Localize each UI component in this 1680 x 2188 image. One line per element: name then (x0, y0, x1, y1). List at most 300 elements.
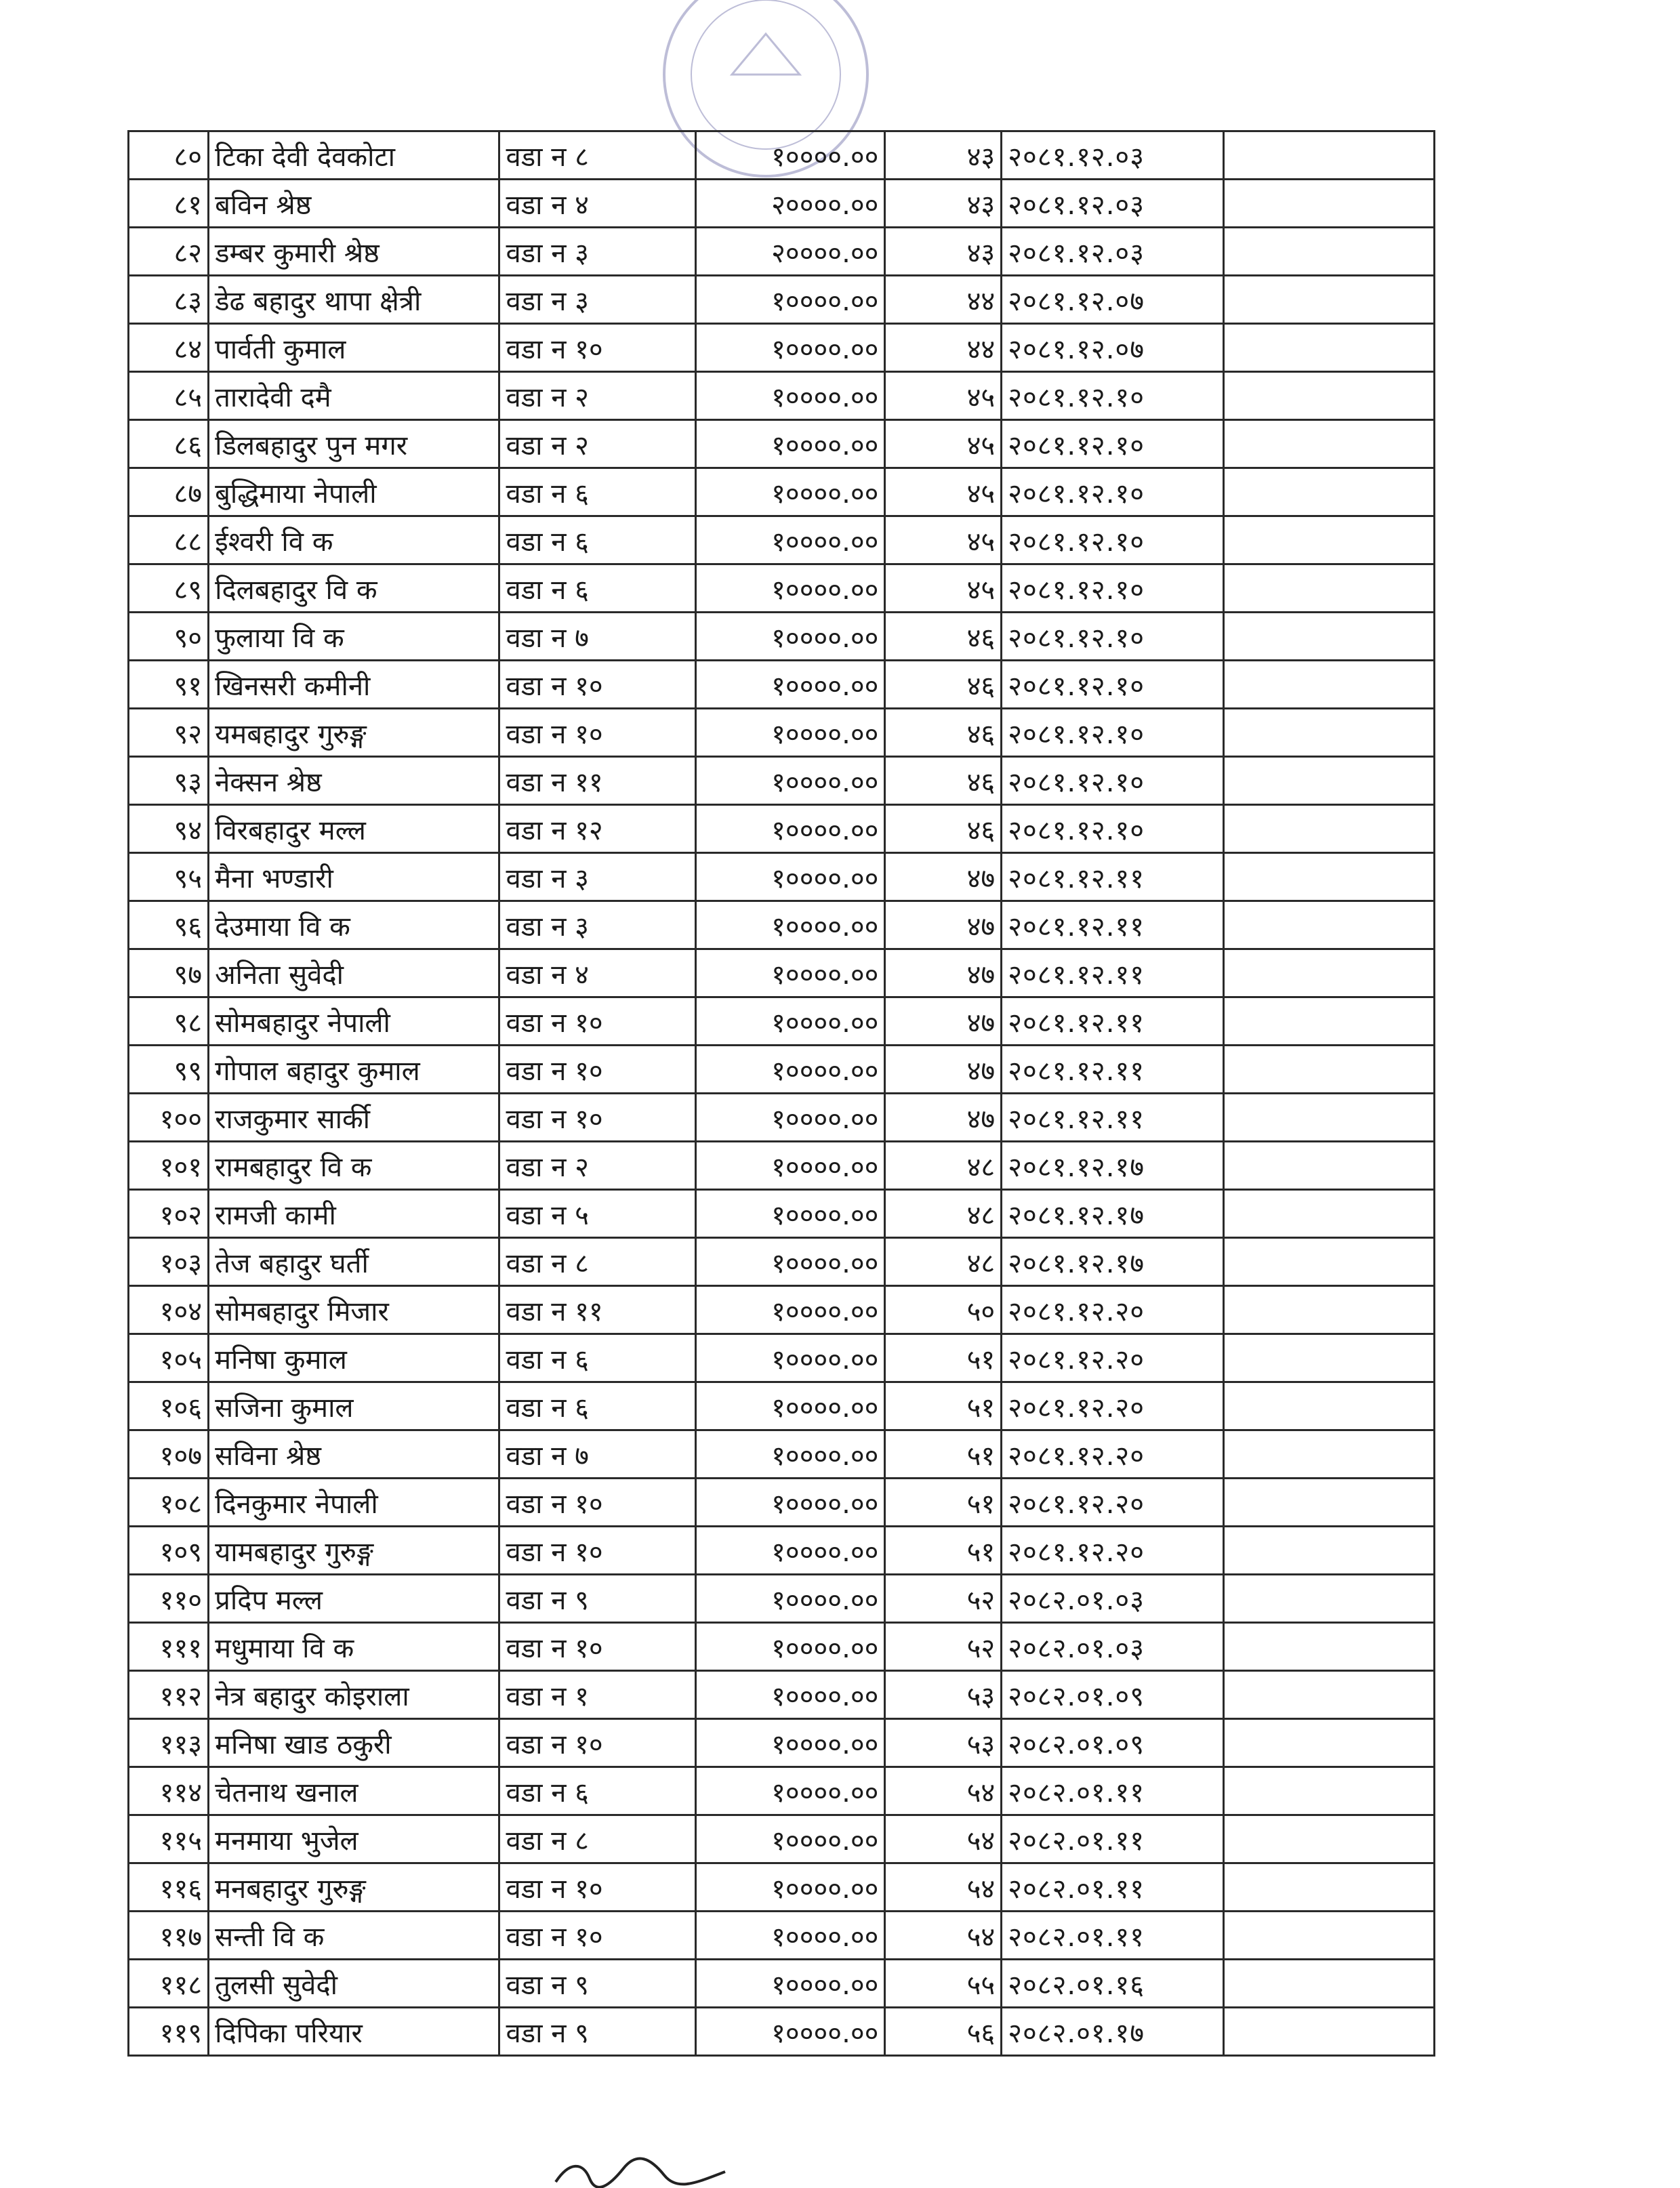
amount-cell: १००००.०० (696, 1575, 885, 1623)
date-cell: २०८१.१२.२० (1002, 1479, 1223, 1527)
signature-cell (1223, 1142, 1434, 1190)
date-cell: २०८१.१२.११ (1002, 1094, 1223, 1142)
ward-cell: वडा न ६ (499, 564, 696, 613)
date-cell: २०८१.१२.२० (1002, 1382, 1223, 1430)
ward-cell: वडा न २ (499, 420, 696, 468)
ward-cell: वडा न ८ (499, 1815, 696, 1863)
name-cell: विरबहादुर मल्ल (209, 805, 499, 853)
date-cell: २०८१.१२.२० (1002, 1430, 1223, 1479)
date-cell: २०८१.१२.१० (1002, 372, 1223, 420)
voucher-cell: ५१ (885, 1430, 1002, 1479)
voucher-cell: ५२ (885, 1575, 1002, 1623)
ward-cell: वडा न ६ (499, 468, 696, 516)
signature-cell (1223, 276, 1434, 324)
name-cell: सजिना कुमाल (209, 1382, 499, 1430)
amount-cell: १००००.०० (696, 1671, 885, 1719)
name-cell: चेतनाथ खनाल (209, 1767, 499, 1815)
serial-cell: १०९ (129, 1527, 209, 1575)
serial-cell: ९४ (129, 805, 209, 853)
date-cell: २०८१.१२.०७ (1002, 276, 1223, 324)
table-row (129, 1430, 1435, 1479)
voucher-cell: ५१ (885, 1382, 1002, 1430)
ward-cell: वडा न ८ (499, 1238, 696, 1286)
voucher-cell: ४५ (885, 468, 1002, 516)
ward-cell: वडा न ३ (499, 901, 696, 949)
signature-cell (1223, 661, 1434, 709)
date-cell: २०८२.०१.११ (1002, 1863, 1223, 1912)
voucher-cell: ५१ (885, 1527, 1002, 1575)
table-row (129, 1575, 1435, 1623)
table-row (129, 613, 1435, 661)
name-cell: यमबहादुर गुरुङ्ग (209, 709, 499, 757)
amount-cell: १००००.०० (696, 324, 885, 372)
name-cell: गोपाल बहादुर कुमाल (209, 1046, 499, 1094)
voucher-cell: ४३ (885, 228, 1002, 276)
signature-cell (1223, 613, 1434, 661)
signature-cell (1223, 1190, 1434, 1238)
serial-cell: १११ (129, 1623, 209, 1671)
name-cell: मैना भण्डारी (209, 853, 499, 901)
date-cell: २०८२.०१.०३ (1002, 1623, 1223, 1671)
amount-cell: १००००.०० (696, 709, 885, 757)
ward-cell: वडा न १० (499, 324, 696, 372)
signature-cell (1223, 1815, 1434, 1863)
signature-cell (1223, 805, 1434, 853)
ward-cell: वडा न १० (499, 661, 696, 709)
name-cell: खिनसरी कमीनी (209, 661, 499, 709)
amount-cell: १००००.०० (696, 1479, 885, 1527)
name-cell: सविना श्रेष्ठ (209, 1430, 499, 1479)
date-cell: २०८१.१२.११ (1002, 997, 1223, 1046)
voucher-cell: ४७ (885, 997, 1002, 1046)
voucher-cell: ४५ (885, 372, 1002, 420)
signature-cell (1223, 757, 1434, 805)
ward-cell: वडा न ६ (499, 1382, 696, 1430)
signature-cell (1223, 709, 1434, 757)
name-cell: मनिषा कुमाल (209, 1334, 499, 1382)
table-row (129, 2008, 1435, 2056)
date-cell: २०८१.१२.११ (1002, 1046, 1223, 1094)
serial-cell: ८४ (129, 324, 209, 372)
voucher-cell: ४७ (885, 901, 1002, 949)
ward-cell: वडा न २ (499, 372, 696, 420)
amount-cell: १००००.०० (696, 1719, 885, 1767)
date-cell: २०८१.१२.१७ (1002, 1142, 1223, 1190)
serial-cell: ९८ (129, 997, 209, 1046)
voucher-cell: ५४ (885, 1912, 1002, 1960)
serial-cell: १०४ (129, 1286, 209, 1334)
voucher-cell: ४८ (885, 1238, 1002, 1286)
voucher-cell: ५३ (885, 1719, 1002, 1767)
amount-cell: १००००.०० (696, 1334, 885, 1382)
serial-cell: ९० (129, 613, 209, 661)
serial-cell: ९७ (129, 949, 209, 997)
amount-cell: १००००.०० (696, 757, 885, 805)
date-cell: २०८२.०१.०९ (1002, 1719, 1223, 1767)
signature-cell (1223, 1719, 1434, 1767)
serial-cell: ८९ (129, 564, 209, 613)
date-cell: २०८१.१२.११ (1002, 853, 1223, 901)
serial-cell: १०८ (129, 1479, 209, 1527)
voucher-cell: ४४ (885, 324, 1002, 372)
table-row (129, 1719, 1435, 1767)
ward-cell: वडा न ६ (499, 1334, 696, 1382)
amount-cell: १००००.०० (696, 661, 885, 709)
signature-cell (1223, 180, 1434, 228)
name-cell: मनबहादुर गुरुङ्ग (209, 1863, 499, 1912)
date-cell: २०८१.१२.१० (1002, 805, 1223, 853)
ward-cell: वडा न १२ (499, 805, 696, 853)
signature-cell (1223, 372, 1434, 420)
table-row (129, 468, 1435, 516)
table-row (129, 516, 1435, 564)
signature-cell (1223, 1238, 1434, 1286)
signature-cell (1223, 468, 1434, 516)
table-row (129, 1046, 1435, 1094)
table-row (129, 372, 1435, 420)
amount-cell: १००००.०० (696, 1623, 885, 1671)
ward-cell: वडा न ६ (499, 516, 696, 564)
table-row (129, 1238, 1435, 1286)
amount-cell: १००००.०० (696, 1863, 885, 1912)
amount-cell: २००००.०० (696, 228, 885, 276)
amount-cell: १००००.०० (696, 372, 885, 420)
voucher-cell: ५२ (885, 1623, 1002, 1671)
name-cell: अनिता सुवेदी (209, 949, 499, 997)
date-cell: २०८१.१२.१० (1002, 564, 1223, 613)
voucher-cell: ४३ (885, 180, 1002, 228)
amount-cell: १००००.०० (696, 276, 885, 324)
date-cell: २०८२.०१.११ (1002, 1767, 1223, 1815)
serial-cell: ११० (129, 1575, 209, 1623)
table-row (129, 1334, 1435, 1382)
signature-cell (1223, 324, 1434, 372)
signature-cell (1223, 516, 1434, 564)
serial-cell: ९५ (129, 853, 209, 901)
serial-cell: ८० (129, 131, 209, 180)
name-cell: प्रदिप मल्ल (209, 1575, 499, 1623)
voucher-cell: ५१ (885, 1334, 1002, 1382)
serial-cell: ८६ (129, 420, 209, 468)
amount-cell: १००००.०० (696, 1094, 885, 1142)
serial-cell: ९६ (129, 901, 209, 949)
signature-cell (1223, 901, 1434, 949)
serial-cell: १०७ (129, 1430, 209, 1479)
serial-cell: ११५ (129, 1815, 209, 1863)
ward-cell: वडा न १० (499, 1094, 696, 1142)
amount-cell: १००००.०० (696, 997, 885, 1046)
voucher-cell: ४७ (885, 1046, 1002, 1094)
signature-scribble (549, 2155, 752, 2188)
voucher-cell: ४७ (885, 853, 1002, 901)
signature-cell (1223, 420, 1434, 468)
voucher-cell: ४५ (885, 516, 1002, 564)
ward-cell: वडा न ११ (499, 757, 696, 805)
date-cell: २०८१.१२.२० (1002, 1334, 1223, 1382)
name-cell: डिलबहादुर पुन मगर (209, 420, 499, 468)
name-cell: डेढ बहादुर थापा क्षेत्री (209, 276, 499, 324)
name-cell: बविन श्रेष्ठ (209, 180, 499, 228)
serial-cell: ९२ (129, 709, 209, 757)
name-cell: दिनकुमार नेपाली (209, 1479, 499, 1527)
ward-cell: वडा न ९ (499, 2008, 696, 2056)
voucher-cell: ४८ (885, 1142, 1002, 1190)
voucher-cell: ५१ (885, 1479, 1002, 1527)
date-cell: २०८१.१२.११ (1002, 901, 1223, 949)
name-cell: दिपिका परियार (209, 2008, 499, 2056)
amount-cell: १००००.०० (696, 1960, 885, 2008)
name-cell: पार्वती कुमाल (209, 324, 499, 372)
signature-cell (1223, 1671, 1434, 1719)
date-cell: २०८१.१२.२० (1002, 1286, 1223, 1334)
serial-cell: ८१ (129, 180, 209, 228)
name-cell: तुलसी सुवेदी (209, 1960, 499, 2008)
ward-cell: वडा न १० (499, 1527, 696, 1575)
voucher-cell: ५६ (885, 2008, 1002, 2056)
voucher-cell: ४६ (885, 661, 1002, 709)
name-cell: फुलाया वि क (209, 613, 499, 661)
name-cell: सोमबहादुर नेपाली (209, 997, 499, 1046)
ward-cell: वडा न ४ (499, 180, 696, 228)
voucher-cell: ४६ (885, 805, 1002, 853)
serial-cell: ११६ (129, 1863, 209, 1912)
voucher-cell: ४४ (885, 276, 1002, 324)
signature-cell (1223, 1575, 1434, 1623)
ward-cell: वडा न ११ (499, 1286, 696, 1334)
signature-cell (1223, 1382, 1434, 1430)
serial-cell: ९९ (129, 1046, 209, 1094)
amount-cell: १००००.०० (696, 1238, 885, 1286)
date-cell: २०८१.१२.१७ (1002, 1238, 1223, 1286)
date-cell: २०८१.१२.१० (1002, 709, 1223, 757)
table-row (129, 1912, 1435, 1960)
amount-cell: १००००.०० (696, 949, 885, 997)
ward-cell: वडा न ७ (499, 613, 696, 661)
signature-cell (1223, 2008, 1434, 2056)
date-cell: २०८१.१२.१० (1002, 420, 1223, 468)
date-cell: २०८१.१२.११ (1002, 949, 1223, 997)
serial-cell: ८२ (129, 228, 209, 276)
name-cell: मनिषा खाड ठकुरी (209, 1719, 499, 1767)
table-row (129, 661, 1435, 709)
amount-cell: १००००.०० (696, 468, 885, 516)
ward-cell: वडा न ६ (499, 1767, 696, 1815)
amount-cell: २००००.०० (696, 180, 885, 228)
signature-cell (1223, 853, 1434, 901)
date-cell: २०८२.०१.०३ (1002, 1575, 1223, 1623)
table-row (129, 853, 1435, 901)
ward-cell: वडा न १० (499, 997, 696, 1046)
amount-cell: १००००.०० (696, 805, 885, 853)
ward-cell: वडा न ९ (499, 1575, 696, 1623)
serial-cell: ८७ (129, 468, 209, 516)
table-row (129, 1815, 1435, 1863)
ward-cell: वडा न ५ (499, 1190, 696, 1238)
ward-cell: वडा न १० (499, 1479, 696, 1527)
table-row (129, 1142, 1435, 1190)
voucher-cell: ४६ (885, 757, 1002, 805)
table-row (129, 1767, 1435, 1815)
voucher-cell: ४७ (885, 1094, 1002, 1142)
signature-cell (1223, 228, 1434, 276)
signature-cell (1223, 1767, 1434, 1815)
serial-cell: ११९ (129, 2008, 209, 2056)
date-cell: २०८१.१२.०७ (1002, 324, 1223, 372)
serial-cell: १०३ (129, 1238, 209, 1286)
amount-cell: १००००.०० (696, 853, 885, 901)
table-row (129, 420, 1435, 468)
table-row (129, 1382, 1435, 1430)
signature-cell (1223, 1960, 1434, 2008)
ward-cell: वडा न ८ (499, 131, 696, 180)
ward-cell: वडा न १० (499, 1046, 696, 1094)
table-row (129, 228, 1435, 276)
amount-cell: १००००.०० (696, 901, 885, 949)
amount-cell: १००००.०० (696, 1430, 885, 1479)
amount-cell: १००००.०० (696, 1286, 885, 1334)
ward-cell: वडा न १ (499, 1671, 696, 1719)
serial-cell: ९३ (129, 757, 209, 805)
voucher-cell: ५४ (885, 1767, 1002, 1815)
table-row (129, 324, 1435, 372)
amount-cell: १००००.०० (696, 516, 885, 564)
voucher-cell: ४६ (885, 613, 1002, 661)
table-row (129, 1527, 1435, 1575)
table-row (129, 1286, 1435, 1334)
amount-cell: १००००.०० (696, 1142, 885, 1190)
amount-cell: १००००.०० (696, 1527, 885, 1575)
name-cell: दिलबहादुर वि क (209, 564, 499, 613)
name-cell: ईश्वरी वि क (209, 516, 499, 564)
name-cell: यामबहादुर गुरुङ्ग (209, 1527, 499, 1575)
serial-cell: ११२ (129, 1671, 209, 1719)
date-cell: २०८१.१२.०३ (1002, 131, 1223, 180)
name-cell: रामजी कामी (209, 1190, 499, 1238)
signature-cell (1223, 997, 1434, 1046)
amount-cell: १००००.०० (696, 1912, 885, 1960)
amount-cell: १००००.०० (696, 1046, 885, 1094)
name-cell: मधुमाया वि क (209, 1623, 499, 1671)
voucher-cell: ५४ (885, 1815, 1002, 1863)
serial-cell: १०५ (129, 1334, 209, 1382)
voucher-cell: ४६ (885, 709, 1002, 757)
date-cell: २०८२.०१.१७ (1002, 2008, 1223, 2056)
table-row (129, 1190, 1435, 1238)
serial-cell: ११३ (129, 1719, 209, 1767)
name-cell: मनमाया भुजेल (209, 1815, 499, 1863)
serial-cell: १०२ (129, 1190, 209, 1238)
table-row (129, 709, 1435, 757)
register-table (127, 130, 1435, 2057)
table-row (129, 564, 1435, 613)
name-cell: रामबहादुर वि क (209, 1142, 499, 1190)
date-cell: २०८२.०१.०९ (1002, 1671, 1223, 1719)
table-row (129, 949, 1435, 997)
signature-cell (1223, 1286, 1434, 1334)
amount-cell: १००००.०० (696, 1767, 885, 1815)
name-cell: राजकुमार सार्की (209, 1094, 499, 1142)
name-cell: बुद्धिमाया नेपाली (209, 468, 499, 516)
ward-cell: वडा न १० (499, 1719, 696, 1767)
table-row (129, 1671, 1435, 1719)
ward-cell: वडा न ३ (499, 228, 696, 276)
amount-cell: १००००.०० (696, 613, 885, 661)
serial-cell: १०० (129, 1094, 209, 1142)
date-cell: २०८२.०१.११ (1002, 1912, 1223, 1960)
voucher-cell: ५३ (885, 1671, 1002, 1719)
amount-cell: १००००.०० (696, 1190, 885, 1238)
signature-cell (1223, 1479, 1434, 1527)
name-cell: नेत्र बहादुर कोइराला (209, 1671, 499, 1719)
voucher-cell: ५५ (885, 1960, 1002, 2008)
signature-cell (1223, 1863, 1434, 1912)
name-cell: तेज बहादुर घर्ती (209, 1238, 499, 1286)
table-row (129, 1863, 1435, 1912)
name-cell: देउमाया वि क (209, 901, 499, 949)
ward-cell: वडा न १० (499, 1863, 696, 1912)
voucher-cell: ४७ (885, 949, 1002, 997)
amount-cell: १००००.०० (696, 1815, 885, 1863)
signature-cell (1223, 1046, 1434, 1094)
signature-cell (1223, 1912, 1434, 1960)
name-cell: टिका देवी देवकोटा (209, 131, 499, 180)
signature-cell (1223, 1527, 1434, 1575)
serial-cell: ११७ (129, 1912, 209, 1960)
serial-cell: ८५ (129, 372, 209, 420)
ward-cell: वडा न १० (499, 709, 696, 757)
signature-cell (1223, 1623, 1434, 1671)
date-cell: २०८२.०१.१६ (1002, 1960, 1223, 2008)
amount-cell: १००००.०० (696, 2008, 885, 2056)
voucher-cell: ४५ (885, 420, 1002, 468)
date-cell: २०८१.१२.०३ (1002, 228, 1223, 276)
amount-cell: १००००.०० (696, 131, 885, 180)
table-row (129, 1094, 1435, 1142)
ward-cell: वडा न ४ (499, 949, 696, 997)
table-row (129, 276, 1435, 324)
date-cell: २०८१.१२.१० (1002, 516, 1223, 564)
table-row (129, 901, 1435, 949)
table-row (129, 757, 1435, 805)
amount-cell: १००००.०० (696, 1382, 885, 1430)
name-cell: सोमबहादुर मिजार (209, 1286, 499, 1334)
date-cell: २०८१.१२.०३ (1002, 180, 1223, 228)
serial-cell: ११४ (129, 1767, 209, 1815)
voucher-cell: ४३ (885, 131, 1002, 180)
serial-cell: १०१ (129, 1142, 209, 1190)
ward-cell: वडा न १० (499, 1912, 696, 1960)
signature-cell (1223, 131, 1434, 180)
serial-cell: ११८ (129, 1960, 209, 2008)
register-table-body (129, 131, 1435, 2056)
amount-cell: १००००.०० (696, 564, 885, 613)
ward-cell: वडा न ३ (499, 853, 696, 901)
table-row (129, 997, 1435, 1046)
signature-cell (1223, 1094, 1434, 1142)
name-cell: नेक्सन श्रेष्ठ (209, 757, 499, 805)
date-cell: २०८१.१२.१७ (1002, 1190, 1223, 1238)
serial-cell: १०६ (129, 1382, 209, 1430)
serial-cell: ८३ (129, 276, 209, 324)
date-cell: २०८१.१२.२० (1002, 1527, 1223, 1575)
name-cell: डम्बर कुमारी श्रेष्ठ (209, 228, 499, 276)
signature-cell (1223, 564, 1434, 613)
signature-cell (1223, 1334, 1434, 1382)
name-cell: तारादेवी दमै (209, 372, 499, 420)
serial-cell: ९१ (129, 661, 209, 709)
ward-cell: वडा न ३ (499, 276, 696, 324)
signature-cell (1223, 949, 1434, 997)
